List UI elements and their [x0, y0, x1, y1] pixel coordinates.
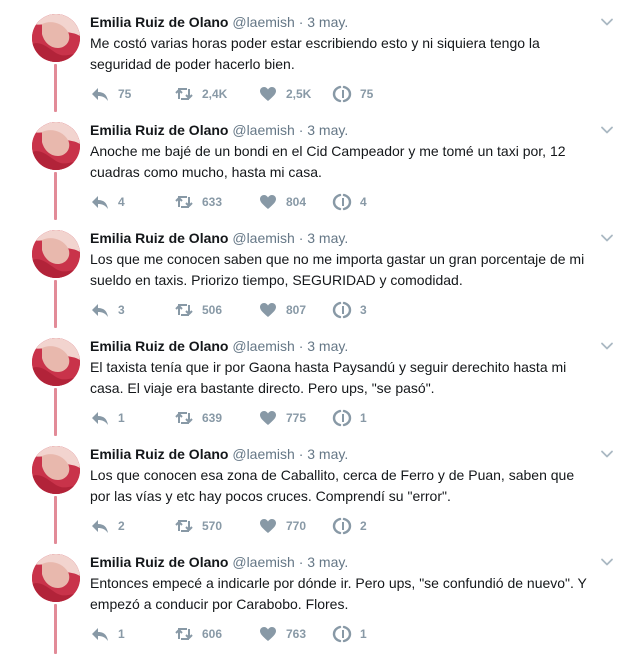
chevron-down-icon[interactable]	[600, 123, 614, 137]
retweet-button[interactable]	[174, 624, 258, 644]
retweet-button[interactable]	[174, 300, 258, 320]
retweet-count: 570	[202, 519, 223, 533]
heart-icon	[258, 193, 278, 211]
tweet[interactable]	[0, 216, 636, 324]
reply-arrow-icon	[90, 625, 110, 643]
author-name[interactable]: Emilia Ruiz de Olano	[90, 554, 229, 570]
author-handle[interactable]: @laemish	[232, 338, 295, 354]
tweet-actions	[90, 192, 406, 212]
retweet-button[interactable]	[174, 516, 258, 536]
thread-connector	[54, 496, 57, 544]
reply-button[interactable]	[90, 516, 174, 536]
dm-count: 1	[360, 411, 367, 425]
like-count: 775	[286, 411, 307, 425]
dm-count: 75	[360, 87, 374, 101]
retweet-button[interactable]	[174, 408, 258, 428]
like-button[interactable]	[258, 192, 332, 212]
thread-connector	[54, 172, 57, 220]
retweet-count: 639	[202, 411, 223, 425]
reply-arrow-icon	[90, 85, 110, 103]
tweet-header	[90, 228, 348, 248]
direct-message-icon	[332, 85, 352, 103]
author-name[interactable]: Emilia Ruiz de Olano	[90, 230, 229, 246]
tweet-text: Entonces empecé a indicarle por dónde ir. Pero ups, "se confundió de nuevo". Y empezó a conducir por Carabobo. Flores.	[90, 575, 587, 612]
reply-count: 2	[118, 519, 125, 533]
retweet-icon	[174, 85, 194, 103]
heart-icon	[258, 301, 278, 319]
reply-count: 1	[118, 627, 125, 641]
chevron-down-icon[interactable]	[600, 15, 614, 29]
direct-message-icon	[332, 301, 352, 319]
like-button[interactable]	[258, 300, 332, 320]
reply-button[interactable]	[90, 192, 174, 212]
like-count: 804	[286, 195, 307, 209]
tweet[interactable]	[0, 108, 636, 216]
direct-message-icon	[332, 409, 352, 427]
tweet-actions	[90, 408, 406, 428]
author-handle[interactable]: @laemish	[232, 554, 295, 570]
retweet-count: 2,4K	[202, 87, 228, 101]
chevron-down-icon[interactable]	[600, 555, 614, 569]
reply-arrow-icon	[90, 517, 110, 535]
direct-message-icon	[332, 517, 352, 535]
retweet-icon	[174, 301, 194, 319]
reply-button[interactable]	[90, 300, 174, 320]
direct-message-button[interactable]	[332, 300, 406, 320]
reply-count: 1	[118, 411, 125, 425]
avatar[interactable]	[32, 554, 80, 602]
tweet-header	[90, 12, 348, 32]
like-button[interactable]	[258, 408, 332, 428]
heart-icon	[258, 409, 278, 427]
reply-arrow-icon	[90, 301, 110, 319]
like-count: 807	[286, 303, 307, 317]
tweet-timestamp[interactable]: · 3 may.	[298, 338, 349, 354]
reply-count: 75	[118, 87, 132, 101]
dm-count: 4	[360, 195, 367, 209]
direct-message-button[interactable]	[332, 516, 406, 536]
direct-message-button[interactable]	[332, 84, 406, 104]
direct-message-button[interactable]	[332, 408, 406, 428]
direct-message-button[interactable]	[332, 192, 406, 212]
like-count: 2,5K	[286, 87, 312, 101]
tweet-text: Anoche me bajé de un bondi en el Cid Campeador y me tomé un taxi por, 12 cuadras como mucho, hasta mi casa.	[90, 143, 566, 180]
like-button[interactable]	[258, 624, 332, 644]
reply-arrow-icon	[90, 193, 110, 211]
chevron-down-icon[interactable]	[600, 231, 614, 245]
author-handle[interactable]: @laemish	[232, 122, 295, 138]
retweet-icon	[174, 517, 194, 535]
author-name[interactable]: Emilia Ruiz de Olano	[90, 446, 229, 462]
author-handle[interactable]: @laemish	[232, 14, 295, 30]
tweet-header	[90, 444, 348, 464]
tweet-text: Los que me conocen saben que no me importa gastar un gran porcentaje de mi sueldo en taxis. Priorizo tiempo, SEGURIDAD y comodidad.	[90, 251, 585, 288]
tweet[interactable]	[0, 324, 636, 432]
avatar[interactable]	[32, 122, 80, 170]
tweet-timestamp[interactable]: · 3 may.	[298, 554, 349, 570]
reply-button[interactable]	[90, 624, 174, 644]
tweet-actions	[90, 516, 406, 536]
tweet-timestamp[interactable]: · 3 may.	[298, 446, 349, 462]
tweet[interactable]	[0, 432, 636, 540]
author-handle[interactable]: @laemish	[232, 446, 295, 462]
tweet-text: Los que conocen esa zona de Caballito, cerca de Ferro y de Puan, saben que por las vías y etc hay pocos cruces. Comprendí su "error".	[90, 467, 575, 504]
like-count: 770	[286, 519, 307, 533]
retweet-icon	[174, 409, 194, 427]
avatar[interactable]	[32, 446, 80, 494]
tweet-actions	[90, 624, 406, 644]
tweet-text: Me costó varias horas poder estar escribiendo esto y ni siquiera tengo la seguridad de poder hacerlo bien.	[90, 35, 540, 72]
direct-message-button[interactable]	[332, 624, 406, 644]
heart-icon	[258, 625, 278, 643]
chevron-down-icon[interactable]	[600, 339, 614, 353]
tweet-timestamp[interactable]: · 3 may.	[298, 14, 349, 30]
tweet-header	[90, 336, 348, 356]
thread-connector	[54, 64, 57, 112]
reply-count: 3	[118, 303, 125, 317]
dm-count: 1	[360, 627, 367, 641]
author-name[interactable]: Emilia Ruiz de Olano	[90, 338, 229, 354]
heart-icon	[258, 517, 278, 535]
reply-button[interactable]	[90, 408, 174, 428]
author-handle[interactable]: @laemish	[232, 230, 295, 246]
tweet-actions	[90, 300, 406, 320]
tweet-timestamp[interactable]: · 3 may.	[298, 122, 349, 138]
direct-message-icon	[332, 193, 352, 211]
author-name[interactable]: Emilia Ruiz de Olano	[90, 14, 229, 30]
retweet-button[interactable]	[174, 192, 258, 212]
author-name[interactable]: Emilia Ruiz de Olano	[90, 122, 229, 138]
tweet-header	[90, 552, 348, 572]
avatar[interactable]	[32, 230, 80, 278]
avatar[interactable]	[32, 14, 80, 62]
avatar[interactable]	[32, 338, 80, 386]
direct-message-icon	[332, 625, 352, 643]
retweet-count: 633	[202, 195, 223, 209]
tweet-timestamp[interactable]: · 3 may.	[298, 230, 349, 246]
reply-count: 4	[118, 195, 125, 209]
retweet-icon	[174, 625, 194, 643]
like-count: 763	[286, 627, 307, 641]
retweet-count: 606	[202, 627, 223, 641]
dm-count: 2	[360, 519, 367, 533]
chevron-down-icon[interactable]	[600, 447, 614, 461]
thread-connector	[54, 604, 57, 654]
tweet[interactable]	[0, 0, 636, 108]
tweet-text: El taxista tenía que ir por Gaona hasta Paysandú y seguir derechito hasta mi casa. El viaje era bastante directo. Pero ups, "se pasó".	[90, 359, 567, 396]
retweet-count: 506	[202, 303, 223, 317]
thread-connector	[54, 388, 57, 436]
dm-count: 3	[360, 303, 367, 317]
reply-button[interactable]	[90, 84, 174, 104]
thread-connector	[54, 280, 57, 328]
retweet-icon	[174, 193, 194, 211]
tweet[interactable]	[0, 540, 636, 648]
tweet-actions	[90, 84, 406, 104]
retweet-button[interactable]	[174, 84, 258, 104]
tweet-header	[90, 120, 348, 140]
reply-arrow-icon	[90, 409, 110, 427]
like-button[interactable]	[258, 84, 332, 104]
heart-icon	[258, 85, 278, 103]
like-button[interactable]	[258, 516, 332, 536]
